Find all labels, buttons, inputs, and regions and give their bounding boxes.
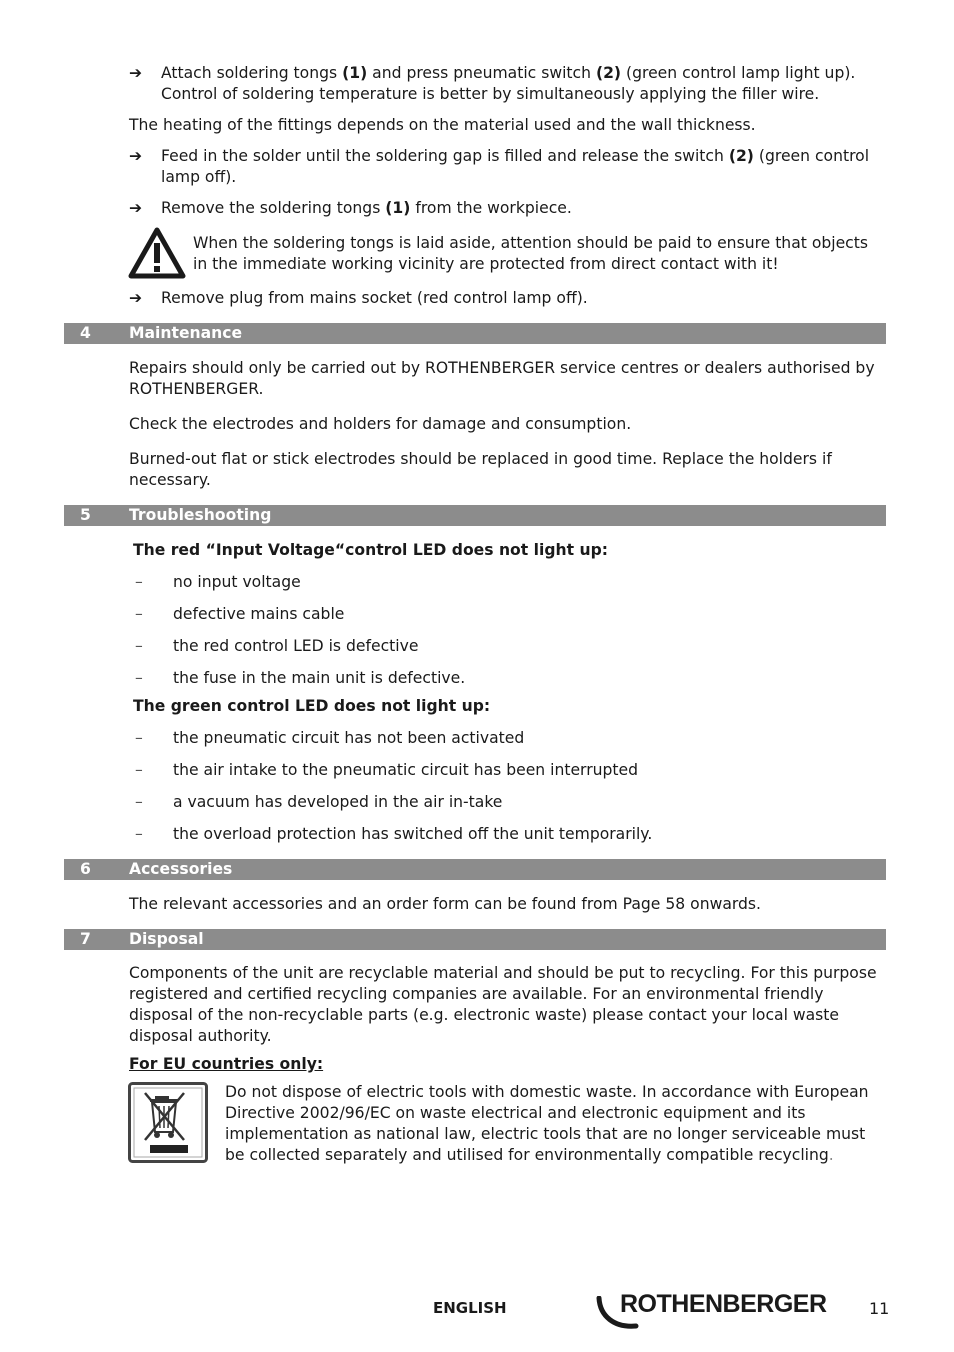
dash-bullet: – — [135, 573, 143, 591]
warning-triangle-icon — [128, 227, 186, 279]
list-item: – the overload protection has switched off the unit temporarily. — [135, 825, 653, 843]
instruction-step-remove — [129, 198, 885, 219]
eu-heading: For EU countries only: — [129, 1055, 324, 1073]
list-item: – defective mains cable — [135, 605, 345, 623]
disposal-text: Components of the unit are recyclable material and should be put to recycling. For this purpose registered and certified recycling companies are available. For an environmental friendly disposal of the non-recyclable parts (e.g. electronic waste) please contact your local waste disposal authority. — [129, 964, 877, 1045]
page-number: 11 — [869, 1299, 890, 1318]
red-led-heading: The red “Input Voltage“control LED does not light up: — [133, 541, 608, 559]
warning-text: When the soldering tongs is laid aside, attention should be paid to ensure that objects in the immediate working vicinity are protected from direct contact with it! — [193, 234, 868, 273]
section-header-accessories — [64, 859, 886, 880]
dash-bullet: – — [135, 761, 143, 779]
section-number: 7 — [80, 930, 91, 948]
brand-name: ROTHENBERGER — [620, 1290, 827, 1318]
maintenance-paragraph: Repairs should only be carried out by ROTHENBERGER service centres or dealers authorised by ROTHENBERGER. — [129, 359, 875, 398]
step-text: Attach soldering tongs (1) and press pneumatic switch (2) (green control lamp light up). Control of soldering temperature is better by simultaneously applying the filler wire. — [161, 64, 856, 103]
section-header-maintenance — [64, 323, 886, 344]
section-title: Disposal — [129, 930, 204, 948]
list-item: – a vacuum has developed in the air in-take — [135, 793, 503, 811]
dash-bullet: – — [135, 637, 143, 655]
list-item: – the fuse in the main unit is defective. — [135, 669, 466, 687]
list-item: – the pneumatic circuit has not been activated — [135, 729, 525, 747]
step-text: Remove plug from mains socket (red control lamp off). — [161, 289, 588, 307]
footer-language: ENGLISH — [433, 1299, 507, 1317]
arrow-icon: ➔ — [129, 289, 143, 307]
section-title: Troubleshooting — [129, 506, 272, 524]
section-number: 6 — [80, 860, 91, 878]
maintenance-paragraph: Burned-out flat or stick electrodes should be replaced in good time. Replace the holders if necessary. — [129, 450, 832, 489]
dash-bullet: – — [135, 605, 143, 623]
step-text: Remove the soldering tongs (1) from the workpiece. — [161, 199, 572, 217]
green-led-heading: The green control LED does not light up: — [133, 697, 491, 715]
accessories-text: The relevant accessories and an order form can be found from Page 58 onwards. — [129, 895, 762, 913]
list-item: – the red control LED is defective — [135, 637, 419, 655]
dash-bullet: – — [135, 729, 143, 747]
step-text: Feed in the solder until the soldering gap is filled and release the switch (2) (green control lamp off). — [161, 147, 870, 186]
list-item: – no input voltage — [135, 573, 301, 591]
dash-bullet: – — [135, 793, 143, 811]
section-title: Maintenance — [129, 324, 243, 342]
crossed-out-bin-icon — [128, 1082, 208, 1163]
section-header-troubleshooting — [64, 505, 886, 526]
section-header-disposal — [64, 929, 886, 950]
list-item: – the air intake to the pneumatic circuit has been interrupted — [135, 761, 638, 779]
instruction-step-feed — [129, 146, 885, 188]
arrow-icon: ➔ — [129, 147, 143, 165]
section-number: 5 — [80, 506, 91, 524]
dash-bullet: – — [135, 825, 143, 843]
dash-bullet: – — [135, 669, 143, 687]
arrow-icon: ➔ — [129, 64, 143, 82]
brand-logo — [596, 1290, 836, 1332]
eu-disposal-text: Do not dispose of electric tools with domestic waste. In accordance with European Directive 2002/96/EC on waste electrical and electronic equipment and its implementation as national law, electric tools that are no longer serviceable must be collected separately and utilised for environmentally compatible recycling. — [225, 1083, 869, 1164]
heating-note: The heating of the fittings depends on the material used and the wall thickness. — [129, 116, 756, 134]
maintenance-paragraph: Check the electrodes and holders for damage and consumption. — [129, 415, 632, 433]
instruction-step-plug — [129, 288, 885, 309]
section-number: 4 — [80, 324, 91, 342]
section-title: Accessories — [129, 860, 233, 878]
instruction-step-attach — [129, 63, 885, 105]
arrow-icon: ➔ — [129, 199, 143, 217]
